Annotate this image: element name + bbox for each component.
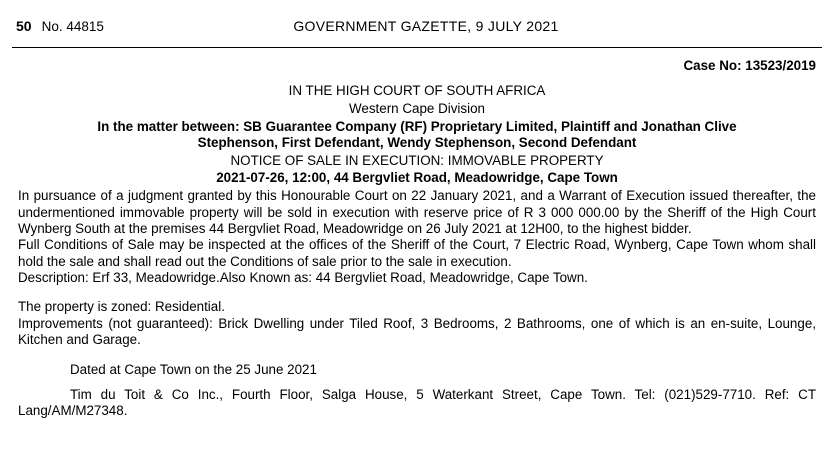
paragraph-spacer [18, 286, 816, 299]
paragraph-conditions: Full Conditions of Sale may be inspected at the offices of the Sheriff of the Court, 7 Electric Road, Wynberg, Cape Town whom shall hold the sale and shall read out the Conditions of sale prior to the sale in execution. [18, 237, 816, 269]
attorney-details: Tim du Toit & Co Inc., Fourth Floor, Salga House, 5 Waterkant Street, Cape Town. Tel: (021)529-7710. Ref: CT Lang/AM/M27348. [18, 386, 816, 419]
court-division: Western Cape Division [349, 100, 485, 116]
attorney-line-wrap [18, 387, 816, 420]
paragraph-zoning: The property is zoned: Residential. [18, 299, 225, 315]
court-name: IN THE HIGH COURT OF SOUTH AFRICA [288, 83, 546, 99]
sale-datetime-venue: 2021-07-26, 12:00, 44 Bergvliet Road, Meadowridge, Cape Town [216, 170, 618, 186]
dated-line-wrap [18, 362, 816, 378]
page-number: 50 [16, 18, 32, 34]
running-header [0, 0, 834, 42]
paragraph-spacer-3 [18, 378, 816, 387]
matter-parties-line-2: Stephenson, First Defendant, Wendy Stephenson, Second Defendant [197, 135, 637, 151]
notice-body [0, 48, 834, 420]
paragraph-description: Description: Erf 33, Meadowridge.Also Known as: 44 Bergvliet Road, Meadowridge, Cape Town. [18, 270, 588, 286]
matter-parties [18, 119, 816, 152]
publication-title: GOVERNMENT GAZETTE, 9 JULY 2021 [293, 18, 559, 34]
header-left-group [16, 18, 104, 34]
issue-number: No. 44815 [41, 19, 104, 34]
notice-title: NOTICE OF SALE IN EXECUTION: IMMOVABLE PROPERTY [230, 152, 604, 168]
paragraph-spacer-2 [18, 349, 816, 362]
dated-line: Dated at Cape Town on the 25 June 2021 [70, 361, 317, 377]
paragraph-improvements: Improvements (not guaranteed): Brick Dwelling under Tiled Roof, 3 Bedrooms, 2 Bathrooms, one of which is an en-suite, Lounge, Kitchen and Garage. [18, 315, 816, 348]
matter-parties-line-1: In the matter between: SB Guarantee Company (RF) Proprietary Limited, Plaintiff and Jonathan Clive [97, 119, 737, 135]
case-number: Case No: 13523/2019 [683, 58, 816, 73]
paragraph-judgment: In pursuance of a judgment granted by this Honourable Court on 22 January 2021, and a Warrant of Execution issued thereafter, the undermentioned immovable property will be sold in execution with reserve price of R 3 000 000.00 by the Sheriff of the High Court Wynberg South at the premises 44 Bergvliet Road, Meadowridge on 26 July 2021 at 12H00, to the highest bidder. [18, 188, 816, 237]
